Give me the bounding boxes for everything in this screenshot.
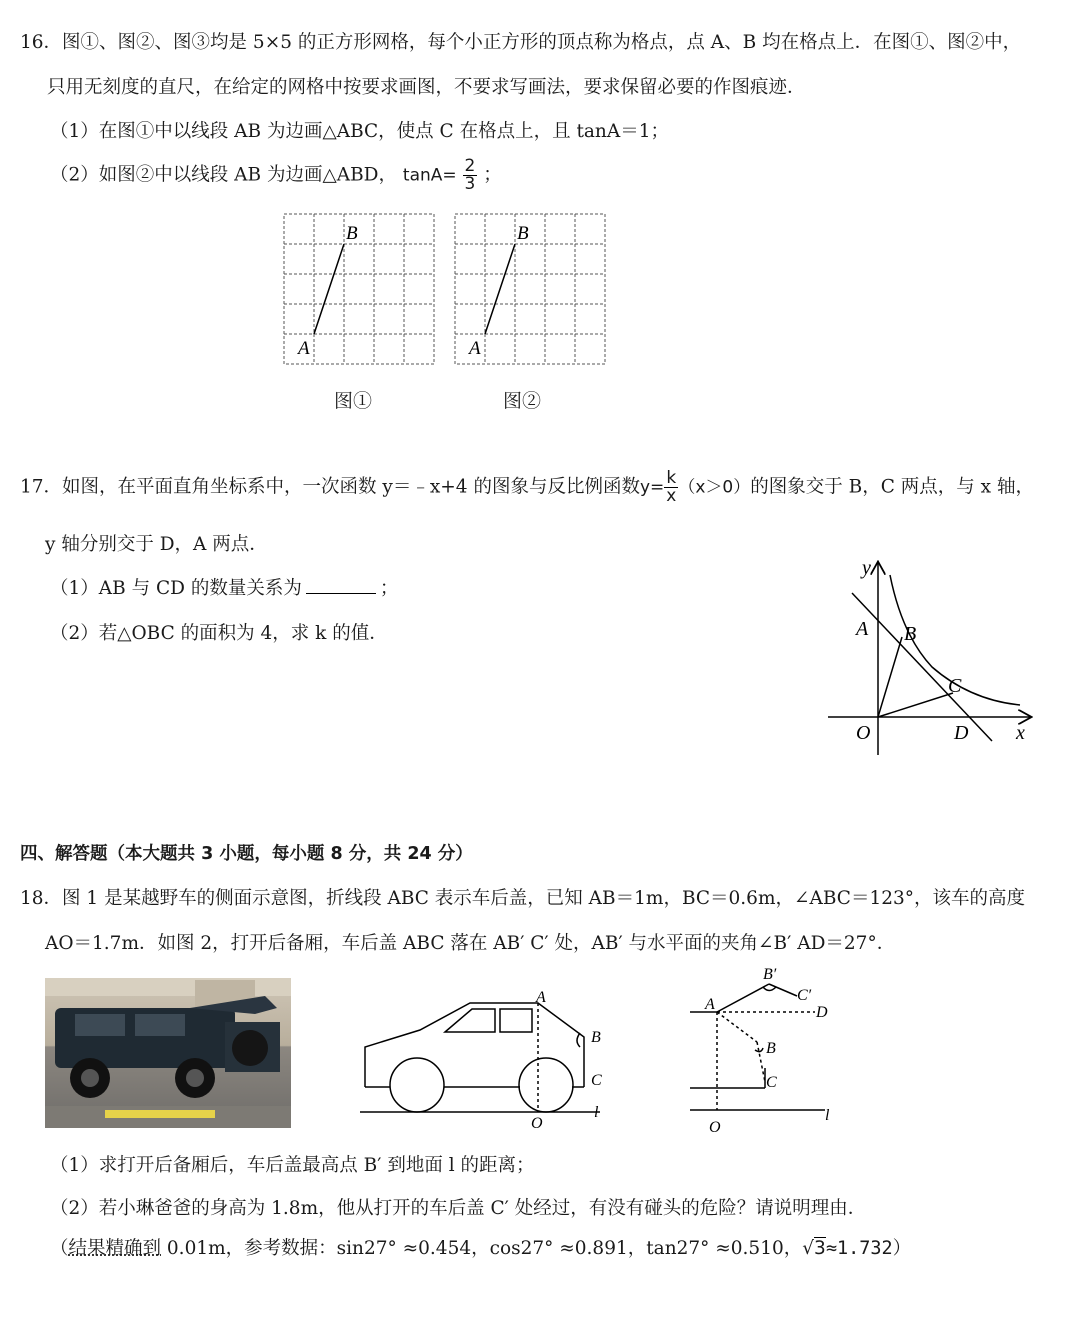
fraction-numerator: 2 bbox=[464, 156, 476, 176]
note-sqrt-radicand: 3 bbox=[814, 1238, 826, 1259]
q17-line1-prefix: 17．如图，在平面直角坐标系中，一次函数 y＝﹣x+4 的图象与反比例函数 bbox=[20, 476, 640, 498]
label-a: A bbox=[705, 996, 715, 1013]
q16-part2 bbox=[50, 158, 502, 193]
label-d: D bbox=[954, 722, 969, 744]
label-b-prime: B′ bbox=[763, 966, 777, 983]
note-rest: 0.01m，参考数据：sin27° ≈0.454，cos27° ≈0.891，tan27° ≈0.510， bbox=[161, 1238, 803, 1259]
label-a: A bbox=[298, 338, 310, 359]
label-c-prime: C′ bbox=[797, 987, 812, 1004]
sqrt-sign: √ bbox=[802, 1238, 815, 1259]
fraction-numerator: k bbox=[664, 470, 678, 488]
q16-line1: 16．图①、图②、图③均是 5×5 的正方形网格，每个小正方形的顶点称为格点，点 A、B 均在格点上．在图①、图②中， bbox=[20, 32, 1022, 53]
q17-fn-y: y= bbox=[639, 477, 665, 498]
q17-part2: （2）若△OBC 的面积为 4，求 k 的值． bbox=[50, 623, 388, 644]
q17-part1-prefix: （1）AB 与 CD 的数量关系为 bbox=[50, 578, 302, 599]
label-b: B bbox=[346, 223, 358, 244]
label-d: D bbox=[816, 1004, 828, 1021]
q17-coordinate-figure bbox=[820, 555, 1040, 765]
linear-function-line bbox=[852, 593, 992, 741]
fraction-denominator: 3 bbox=[464, 174, 476, 194]
fig1-caption: 图① bbox=[334, 390, 373, 412]
label-o: O bbox=[709, 1119, 721, 1136]
q16-grid-figure-1 bbox=[280, 210, 440, 370]
label-b: B bbox=[517, 223, 529, 244]
label-b: B bbox=[766, 1040, 776, 1057]
q16-part2-prefix: （2）如图②中以线段 AB 为边画△ABD， bbox=[50, 164, 398, 186]
q17-fn-cond: （x＞0） bbox=[678, 477, 751, 498]
label-c: C bbox=[948, 675, 962, 697]
label-b: B bbox=[591, 1029, 601, 1046]
front-wheel bbox=[390, 1058, 444, 1112]
suv-image bbox=[45, 978, 291, 1128]
note-approx: ≈1.732） bbox=[825, 1238, 912, 1259]
q18-note bbox=[50, 1234, 911, 1260]
label-l: l bbox=[825, 1107, 830, 1124]
q17-line1-suffix: 的图象交于 B，C 两点，与 x 轴， bbox=[750, 476, 1034, 498]
label-o: O bbox=[856, 722, 871, 744]
car-body bbox=[365, 1003, 584, 1087]
q17-fn-fraction bbox=[664, 470, 678, 505]
original-ab bbox=[717, 1012, 757, 1042]
q18-part1: （1）求打开后备厢后，车后盖最高点 B′ 到地面 l 的距离； bbox=[50, 1155, 535, 1176]
segment-ob bbox=[878, 637, 902, 717]
segment-ab bbox=[485, 244, 515, 334]
q16-part1: （1）在图①中以线段 AB 为边画△ABC，使点 C 在格点上，且 tanA＝1； bbox=[50, 121, 669, 142]
label-a: A bbox=[856, 618, 869, 640]
q18-part2: （2）若小琳爸爸的身高为 1.8m，他从打开的车后盖 C′ 处经过，有没有碰头的危险？请说明理由． bbox=[50, 1198, 867, 1219]
section4-title: 四、解答题（本大题共 3 小题，每小题 8 分，共 24 分） bbox=[20, 844, 473, 864]
note-dotted-emphasis: 结果精确到 bbox=[68, 1238, 162, 1259]
q18-line1: 18．图 1 是某越野车的侧面示意图，折线段 ABC 表示车后盖，已知 AB＝1m，BC＝0.6m，∠ABC＝123°，该车的高度 bbox=[20, 888, 1026, 909]
original-bc bbox=[757, 1042, 765, 1082]
car-side-diagram bbox=[360, 985, 610, 1135]
fig2-caption: 图② bbox=[503, 390, 542, 412]
label-a: A bbox=[469, 338, 481, 359]
label-o: O bbox=[531, 1115, 543, 1132]
label-b: B bbox=[904, 623, 917, 645]
car-window-rear bbox=[500, 1009, 532, 1032]
label-a: A bbox=[536, 989, 546, 1006]
q16-grid-figure-2 bbox=[451, 210, 611, 370]
q18-line2: AO＝1.7m．如图 2，打开后备厢，车后盖 ABC 落在 AB′ C′ 处，AB′ 与水平面的夹角∠B′ AD＝27°． bbox=[45, 933, 896, 954]
label-x: x bbox=[1016, 722, 1025, 744]
segment-oc bbox=[878, 693, 953, 717]
rear-wheel bbox=[519, 1058, 573, 1112]
label-y: y bbox=[862, 557, 871, 579]
q16-part2-fraction bbox=[463, 158, 478, 193]
fraction-denominator: x bbox=[666, 486, 677, 506]
segment-ab bbox=[314, 244, 344, 334]
label-l: l bbox=[594, 1104, 599, 1121]
segment-ab-prime bbox=[717, 984, 769, 1012]
q16-part2-tan: tanA= bbox=[402, 165, 457, 186]
trunk-open-diagram bbox=[685, 960, 845, 1140]
q17-part1 bbox=[50, 574, 398, 600]
suv-photo bbox=[45, 978, 291, 1128]
answer-blank[interactable] bbox=[306, 593, 376, 594]
q17-line2: y 轴分别交于 D，A 两点． bbox=[45, 534, 268, 555]
note-prefix: （ bbox=[50, 1238, 69, 1259]
label-c: C bbox=[766, 1074, 777, 1091]
q16-part2-suffix: ； bbox=[483, 164, 502, 186]
label-c: C bbox=[591, 1072, 602, 1089]
q17-line1 bbox=[20, 470, 1034, 505]
q17-part1-suffix: ； bbox=[379, 578, 399, 599]
q16-line2: 只用无刻度的直尺，在给定的网格中按要求画图，不要求写画法，要求保留必要的作图痕迹． bbox=[47, 77, 806, 98]
